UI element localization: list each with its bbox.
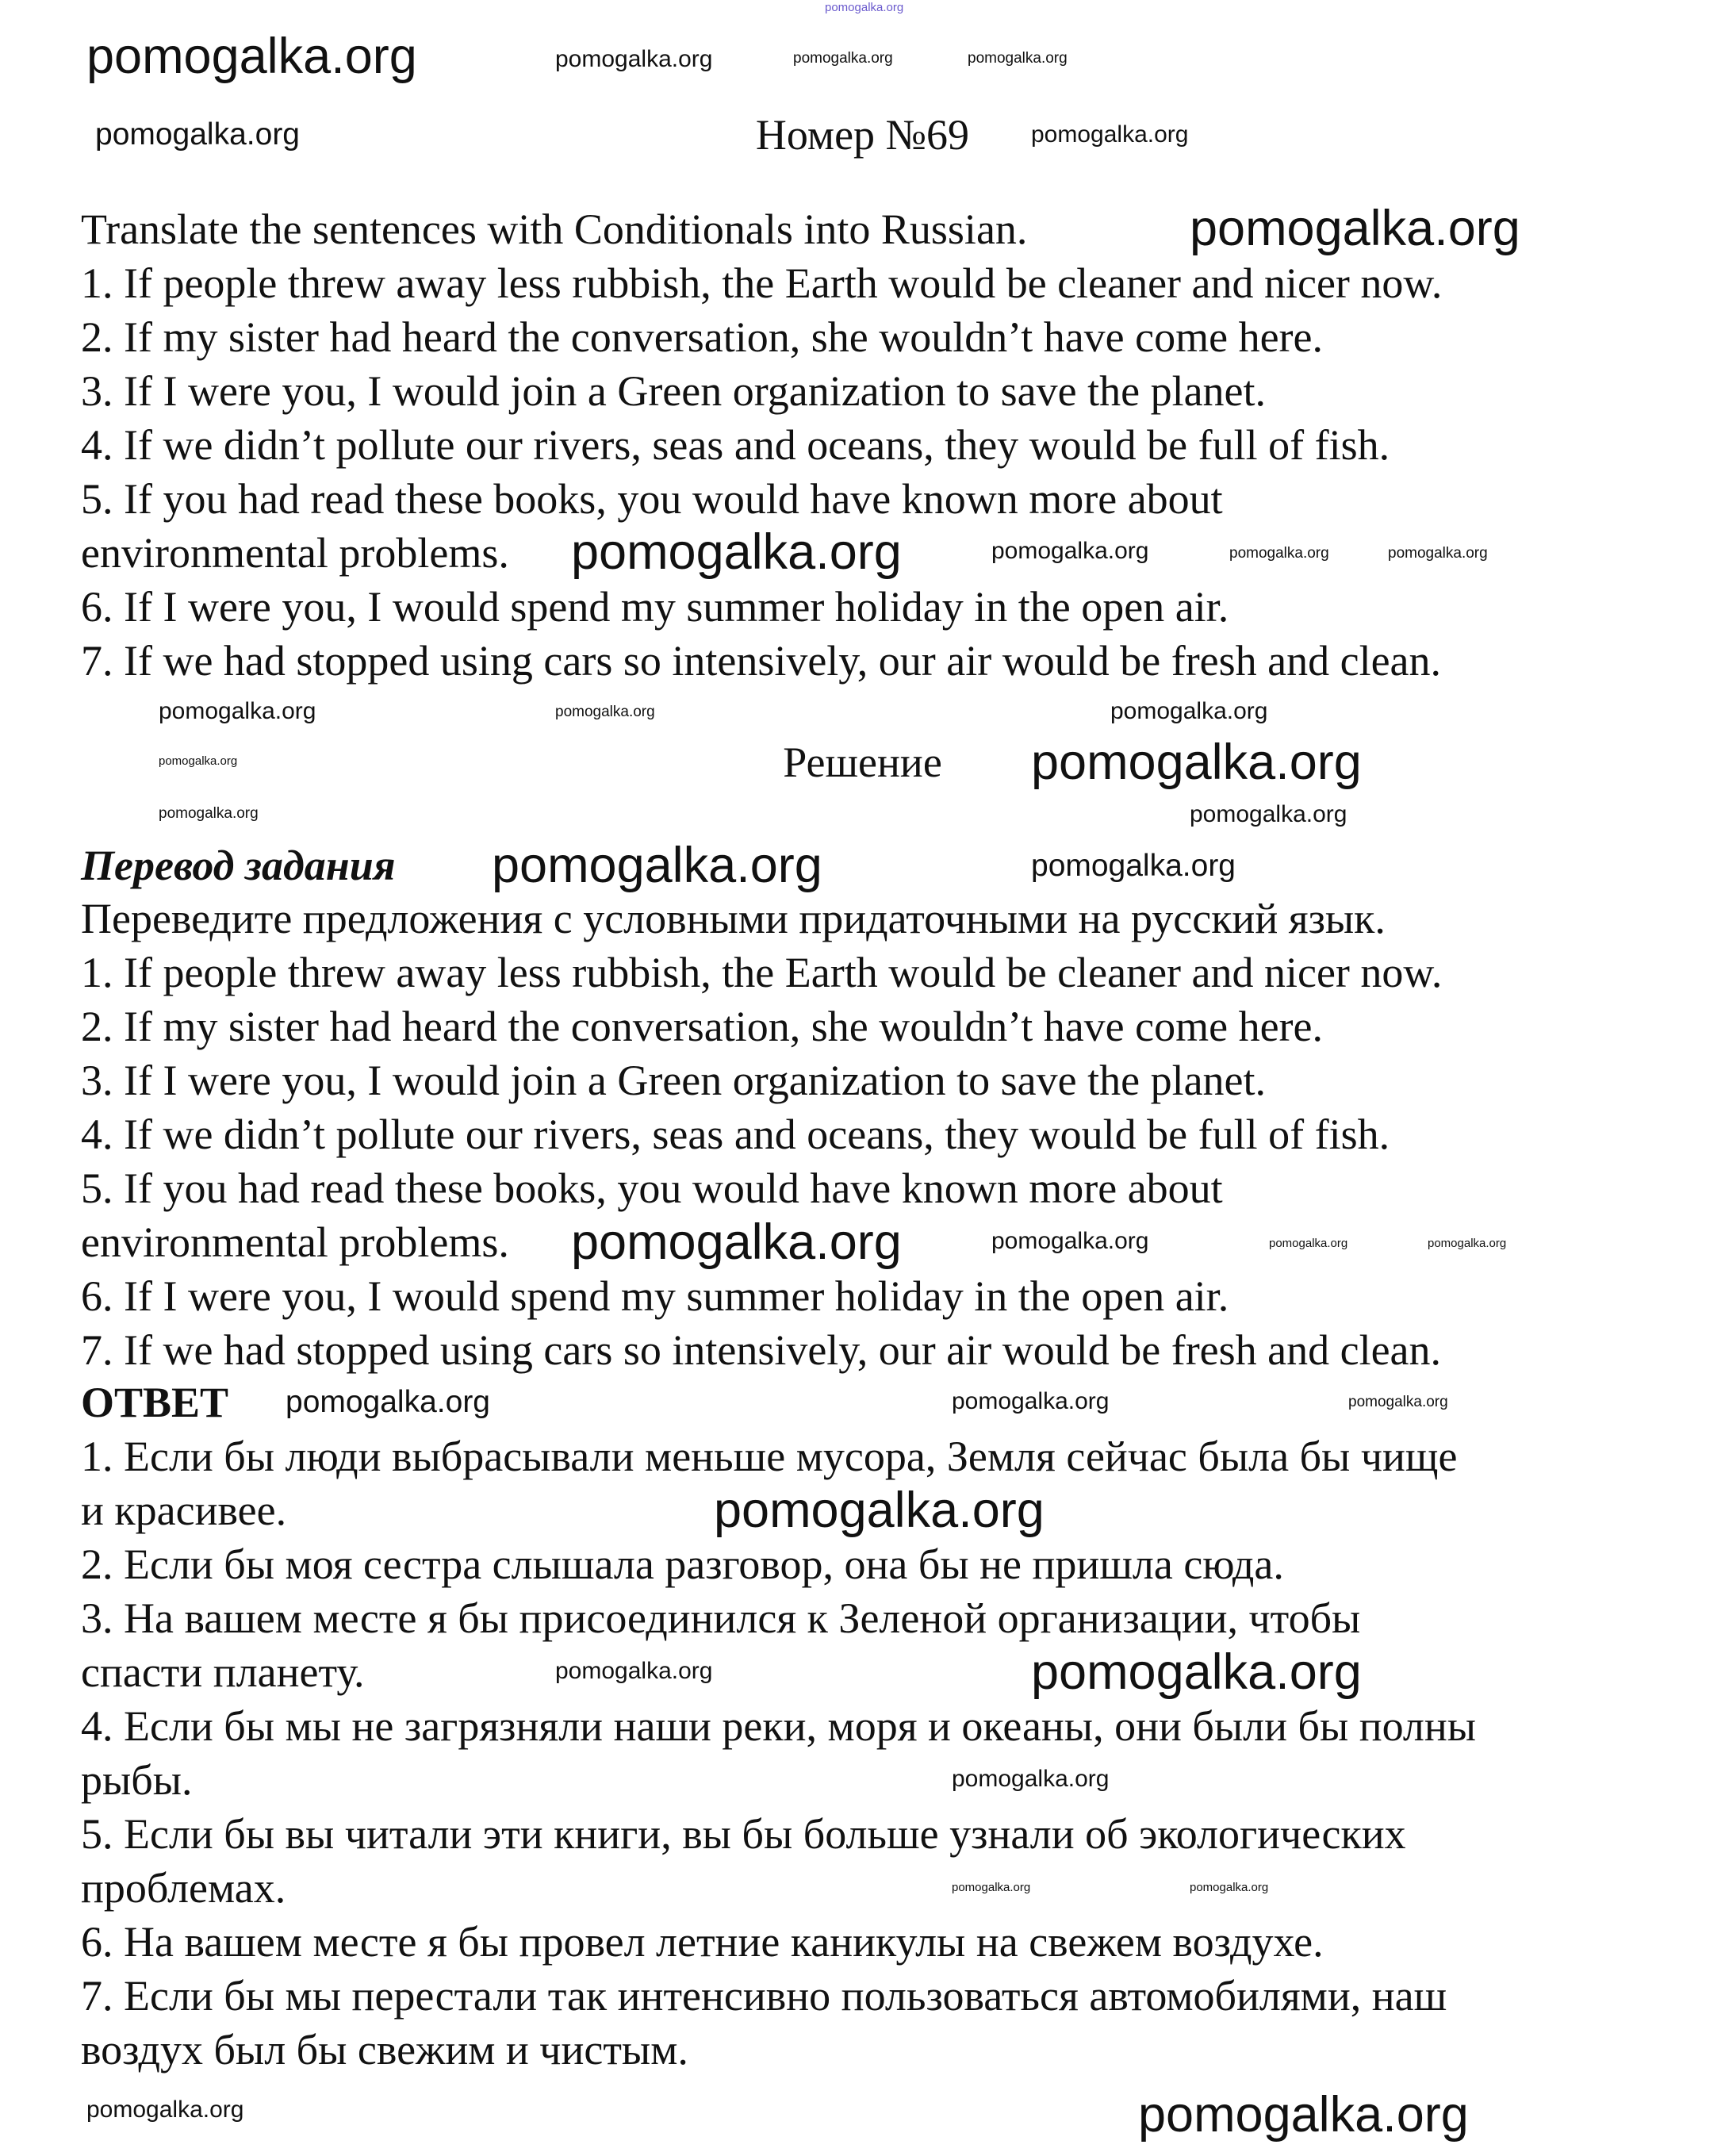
answer-item-continuation: спасти планету.	[81, 1648, 365, 1696]
watermark: pomogalka.org	[825, 1, 904, 14]
watermark: pomogalka.org	[1031, 121, 1189, 148]
watermark: pomogalka.org	[571, 1214, 902, 1270]
watermark: pomogalka.org	[86, 29, 417, 84]
answer-item-continuation: проблемах.	[81, 1864, 286, 1912]
watermark: pomogalka.org	[1348, 1394, 1448, 1410]
task-item: 7. If we had stopped using cars so intensively, our air would be fresh and clean.	[81, 637, 1442, 685]
watermark: pomogalka.org	[86, 2097, 244, 2123]
watermark: pomogalka.org	[555, 704, 655, 720]
watermark: pomogalka.org	[492, 838, 822, 893]
translation-item: 6. If I were you, I would spend my summer holiday in the open air.	[81, 1272, 1229, 1320]
watermark: pomogalka.org	[286, 1385, 490, 1419]
watermark: pomogalka.org	[991, 538, 1149, 564]
watermark: pomogalka.org	[555, 46, 713, 72]
task-item-continuation: environmental problems.	[81, 529, 509, 577]
watermark: pomogalka.org	[159, 754, 238, 768]
watermark: pomogalka.org	[1229, 545, 1329, 562]
watermark: pomogalka.org	[1138, 2087, 1469, 2143]
watermark: pomogalka.org	[793, 50, 893, 67]
answer-item: 3. На вашем месте я бы присоединился к Зеленой организации, чтобы	[81, 1594, 1361, 1642]
solution-heading-row	[0, 735, 1725, 789]
answer-heading-row	[81, 1375, 228, 1429]
task-item: 2. If my sister had heard the conversation, she wouldn’t have come here.	[81, 313, 1323, 361]
answer-item-continuation: воздух был бы свежим и чистым.	[81, 2026, 688, 2074]
watermark: pomogalka.org	[952, 1766, 1110, 1792]
watermark: pomogalka.org	[1031, 849, 1236, 883]
watermark: pomogalka.org	[1190, 801, 1347, 827]
watermark: pomogalka.org	[1269, 1237, 1348, 1250]
answer-item: 7. Если бы мы перестали так интенсивно пользоваться автомобилями, наш	[81, 1972, 1447, 2020]
task-block	[81, 202, 1442, 688]
translation-item: 7. If we had stopped using cars so intensively, our air would be fresh and clean.	[81, 1326, 1442, 1374]
answer-heading: ОТВЕТ	[81, 1379, 229, 1426]
watermark: pomogalka.org	[1388, 545, 1488, 562]
answer-item-continuation: и красивее.	[81, 1487, 287, 1534]
solution-heading: Решение	[783, 738, 942, 786]
task-instruction: Translate the sentences with Conditionals into Russian.	[81, 205, 1028, 253]
task-item: 6. If I were you, I would spend my summer holiday in the open air.	[81, 583, 1229, 631]
task-item: 5. If you had read these books, you would have known more about	[81, 475, 1223, 523]
translation-block	[81, 892, 1442, 1377]
translation-item: 5. If you had read these books, you would have known more about	[81, 1164, 1223, 1212]
watermark: pomogalka.org	[968, 50, 1068, 67]
task-item: 3. If I were you, I would join a Green organization to save the planet.	[81, 367, 1267, 415]
watermark: pomogalka.org	[555, 1658, 713, 1684]
watermark: pomogalka.org	[1190, 201, 1520, 256]
task-item: 1. If people threw away less rubbish, the Earth would be cleaner and nicer now.	[81, 259, 1443, 307]
watermark: pomogalka.org	[1031, 1644, 1362, 1700]
watermark: pomogalka.org	[1190, 1881, 1269, 1894]
answer-item-continuation: рыбы.	[81, 1756, 193, 1804]
watermark: pomogalka.org	[714, 1483, 1045, 1538]
answer-item: 2. Если бы моя сестра слышала разговор, она бы не пришла сюда.	[81, 1540, 1284, 1588]
watermark: pomogalka.org	[95, 117, 300, 152]
translation-item: 3. If I were you, I would join a Green organization to save the planet.	[81, 1057, 1267, 1104]
answer-item: 6. На вашем месте я бы провел летние каникулы на свежем воздухе.	[81, 1918, 1324, 1966]
translation-item: 4. If we didn’t pollute our rivers, seas and oceans, they would be full of fish.	[81, 1111, 1390, 1158]
watermark: pomogalka.org	[159, 698, 316, 724]
translation-item: 2. If my sister had heard the conversation, she wouldn’t have come here.	[81, 1003, 1323, 1050]
watermark: pomogalka.org	[159, 805, 259, 822]
translation-instruction: Переведите предложения с условными придаточными на русский язык.	[81, 895, 1386, 942]
watermark: pomogalka.org	[991, 1228, 1149, 1254]
translation-heading: Перевод задания	[81, 842, 396, 889]
watermark: pomogalka.org	[571, 524, 902, 580]
task-item: 4. If we didn’t pollute our rivers, seas and oceans, they would be full of fish.	[81, 421, 1390, 469]
translation-heading-row	[81, 838, 396, 892]
translation-item-continuation: environmental problems.	[81, 1218, 509, 1266]
translation-item: 1. If people threw away less rubbish, the Earth would be cleaner and nicer now.	[81, 949, 1443, 996]
answer-item: 5. Если бы вы читали эти книги, вы бы больше узнали об экологических	[81, 1810, 1406, 1858]
watermark: pomogalka.org	[952, 1388, 1110, 1414]
watermark: pomogalka.org	[1110, 698, 1268, 724]
watermark: pomogalka.org	[1031, 735, 1362, 790]
answer-item: 1. Если бы люди выбрасывали меньше мусора, Земля сейчас была бы чище	[81, 1433, 1458, 1480]
page-title: Номер №69	[755, 111, 970, 159]
watermark: pomogalka.org	[952, 1881, 1031, 1894]
answer-item: 4. Если бы мы не загрязняли наши реки, моря и океаны, они были бы полны	[81, 1702, 1477, 1750]
watermark: pomogalka.org	[1428, 1237, 1507, 1250]
